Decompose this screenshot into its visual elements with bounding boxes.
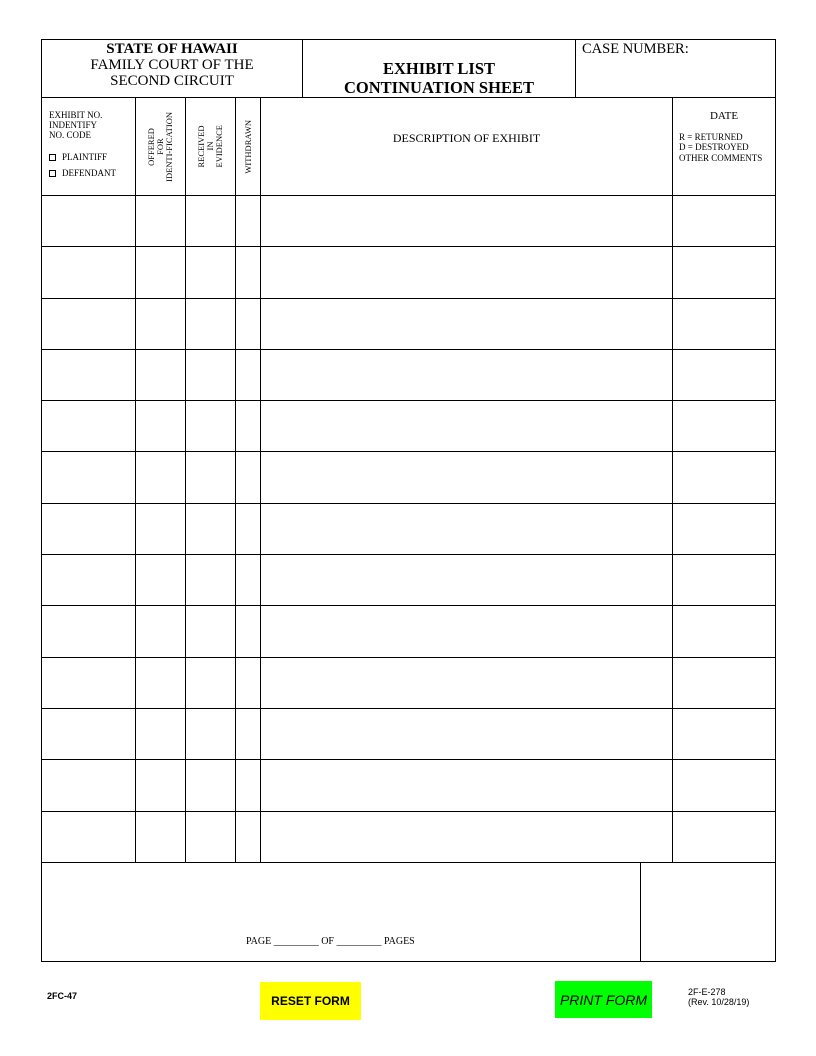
offered-cell[interactable]	[136, 658, 186, 708]
date-cell[interactable]	[673, 555, 775, 605]
description-cell[interactable]	[261, 196, 673, 246]
received-cell[interactable]	[186, 196, 236, 246]
date-cell[interactable]	[673, 350, 775, 400]
withdrawn-cell[interactable]	[236, 247, 261, 297]
date-cell[interactable]	[673, 247, 775, 297]
offered-cell[interactable]	[136, 247, 186, 297]
withdrawn-cell[interactable]	[236, 504, 261, 554]
offered-cell[interactable]	[136, 812, 186, 862]
date-title: DATE	[709, 110, 739, 122]
defendant-checkbox[interactable]	[49, 170, 56, 177]
offered-cell[interactable]	[136, 555, 186, 605]
description-cell[interactable]	[261, 401, 673, 451]
exhibit-no-cell[interactable]	[42, 555, 136, 605]
exhibit-no-cell[interactable]	[42, 760, 136, 810]
offered-cell[interactable]	[136, 452, 186, 502]
received-cell[interactable]	[186, 350, 236, 400]
offered-cell[interactable]	[136, 504, 186, 554]
form-footer	[41, 862, 776, 962]
date-cell[interactable]	[673, 196, 775, 246]
court-line-2: SECOND CIRCUIT	[110, 73, 234, 89]
table-row	[42, 350, 775, 401]
received-cell[interactable]	[186, 401, 236, 451]
description-cell[interactable]	[261, 555, 673, 605]
description-cell[interactable]	[261, 452, 673, 502]
exhibit-no-cell[interactable]	[42, 299, 136, 349]
form-number: 2F-E-278	[688, 987, 726, 997]
withdrawn-label: WITHDRAWN	[242, 119, 253, 174]
exhibit-no-cell[interactable]	[42, 247, 136, 297]
form-header	[41, 39, 776, 98]
court-line-1: FAMILY COURT OF THE	[90, 57, 254, 73]
date-cell[interactable]	[673, 760, 775, 810]
offered-cell[interactable]	[136, 709, 186, 759]
offered-cell[interactable]	[136, 196, 186, 246]
received-cell[interactable]	[186, 452, 236, 502]
exhibit-no-cell[interactable]	[42, 452, 136, 502]
revision-date: (Rev. 10/28/19)	[688, 997, 750, 1007]
received-cell[interactable]	[186, 760, 236, 810]
exhibit-no-cell[interactable]	[42, 606, 136, 656]
date-note-destroyed: D = DESTROYED	[679, 142, 749, 152]
plaintiff-checkbox[interactable]	[49, 154, 56, 161]
date-cell[interactable]	[673, 504, 775, 554]
received-line-1: RECEIVED	[196, 125, 206, 168]
table-row	[42, 555, 775, 606]
case-number-field[interactable]	[576, 40, 775, 97]
received-cell[interactable]	[186, 658, 236, 708]
table-row	[42, 812, 775, 863]
received-cell[interactable]	[186, 606, 236, 656]
offered-line-2: FOR	[155, 138, 165, 155]
received-cell[interactable]	[186, 709, 236, 759]
date-note-returned: R = RETURNED	[679, 131, 743, 142]
date-header	[673, 98, 775, 195]
title-line-1: EXHIBIT LIST	[382, 59, 496, 78]
offered-cell[interactable]	[136, 299, 186, 349]
table-row	[42, 401, 775, 452]
page-count-line: PAGE _________ OF _________ PAGES	[246, 936, 415, 947]
document-title	[303, 40, 576, 97]
withdrawn-cell[interactable]	[236, 452, 261, 502]
exhibit-no-cell[interactable]	[42, 709, 136, 759]
offered-cell[interactable]	[136, 350, 186, 400]
exhibit-no-header	[42, 98, 136, 195]
description-cell[interactable]	[261, 299, 673, 349]
withdrawn-cell[interactable]	[236, 709, 261, 759]
court-name-block	[42, 40, 303, 97]
description-cell[interactable]	[261, 350, 673, 400]
form-revision	[688, 987, 749, 1007]
date-cell[interactable]	[673, 452, 775, 502]
table-row	[42, 658, 775, 709]
defendant-option[interactable]	[49, 168, 135, 178]
withdrawn-cell[interactable]	[236, 760, 261, 810]
withdrawn-cell[interactable]	[236, 658, 261, 708]
description-cell[interactable]	[261, 709, 673, 759]
defendant-label: DEFENDANT	[62, 168, 116, 178]
title-line-2: CONTINUATION SHEET	[344, 78, 534, 97]
description-cell[interactable]	[261, 247, 673, 297]
table-row	[42, 196, 775, 247]
description-cell[interactable]	[261, 658, 673, 708]
table-row	[42, 504, 775, 555]
table-row	[42, 247, 775, 298]
exhibit-no-cell[interactable]	[42, 658, 136, 708]
withdrawn-cell[interactable]	[236, 350, 261, 400]
column-headers	[41, 98, 776, 196]
withdrawn-cell[interactable]	[236, 401, 261, 451]
offered-cell[interactable]	[136, 760, 186, 810]
exhibit-no-line-2: INDENTIFY	[49, 120, 97, 130]
offered-cell[interactable]	[136, 401, 186, 451]
exhibit-no-cell[interactable]	[42, 196, 136, 246]
exhibit-no-cell[interactable]	[42, 350, 136, 400]
date-cell[interactable]	[673, 658, 775, 708]
date-cell[interactable]	[673, 299, 775, 349]
received-line-3: EVIDENCE	[214, 125, 224, 168]
table-row	[42, 299, 775, 350]
withdrawn-cell[interactable]	[236, 555, 261, 605]
offered-header	[136, 98, 186, 195]
date-cell[interactable]	[673, 606, 775, 656]
received-cell[interactable]	[186, 299, 236, 349]
offered-line-3: IDENTI-FICATION	[164, 111, 174, 182]
description-cell[interactable]	[261, 606, 673, 656]
description-label: DESCRIPTION OF EXHIBIT	[392, 131, 541, 145]
received-line-2: IN	[205, 142, 215, 151]
date-cell[interactable]	[673, 812, 775, 862]
exhibit-no-line-3: NO. CODE	[49, 130, 91, 140]
received-cell[interactable]	[186, 812, 236, 862]
withdrawn-cell[interactable]	[236, 812, 261, 862]
offered-cell[interactable]	[136, 606, 186, 656]
table-row	[42, 606, 775, 657]
withdrawn-cell[interactable]	[236, 299, 261, 349]
case-number-label: CASE NUMBER:	[582, 41, 689, 57]
received-cell[interactable]	[186, 504, 236, 554]
exhibit-no-cell[interactable]	[42, 504, 136, 554]
received-header	[186, 98, 236, 195]
offered-line-1: OFFERED	[146, 127, 156, 166]
print-form-button[interactable]: PRINT FORM	[555, 981, 652, 1018]
description-cell[interactable]	[261, 760, 673, 810]
plaintiff-label: PLAINTIFF	[62, 152, 108, 162]
exhibit-no-cell[interactable]	[42, 812, 136, 862]
form-code: 2FC-47	[47, 991, 78, 1001]
table-row	[42, 709, 775, 760]
table-row	[42, 452, 775, 503]
date-cell[interactable]	[673, 709, 775, 759]
description-cell[interactable]	[261, 812, 673, 862]
date-note-comments: OTHER COMMENTS	[679, 152, 763, 163]
table-row	[42, 760, 775, 811]
description-header	[261, 98, 673, 195]
court-state: STATE OF HAWAII	[106, 41, 238, 57]
exhibit-no-cell[interactable]	[42, 401, 136, 451]
plaintiff-option[interactable]	[49, 152, 135, 162]
date-cell[interactable]	[673, 401, 775, 451]
received-cell[interactable]	[186, 247, 236, 297]
exhibit-no-line-1: EXHIBIT NO.	[49, 110, 103, 120]
withdrawn-header	[236, 98, 261, 195]
withdrawn-cell[interactable]	[236, 196, 261, 246]
received-cell[interactable]	[186, 555, 236, 605]
footer-notes-area[interactable]	[42, 862, 641, 961]
withdrawn-cell[interactable]	[236, 606, 261, 656]
reset-form-button[interactable]: RESET FORM	[260, 982, 361, 1020]
exhibit-entry-grid	[41, 196, 776, 863]
description-cell[interactable]	[261, 504, 673, 554]
